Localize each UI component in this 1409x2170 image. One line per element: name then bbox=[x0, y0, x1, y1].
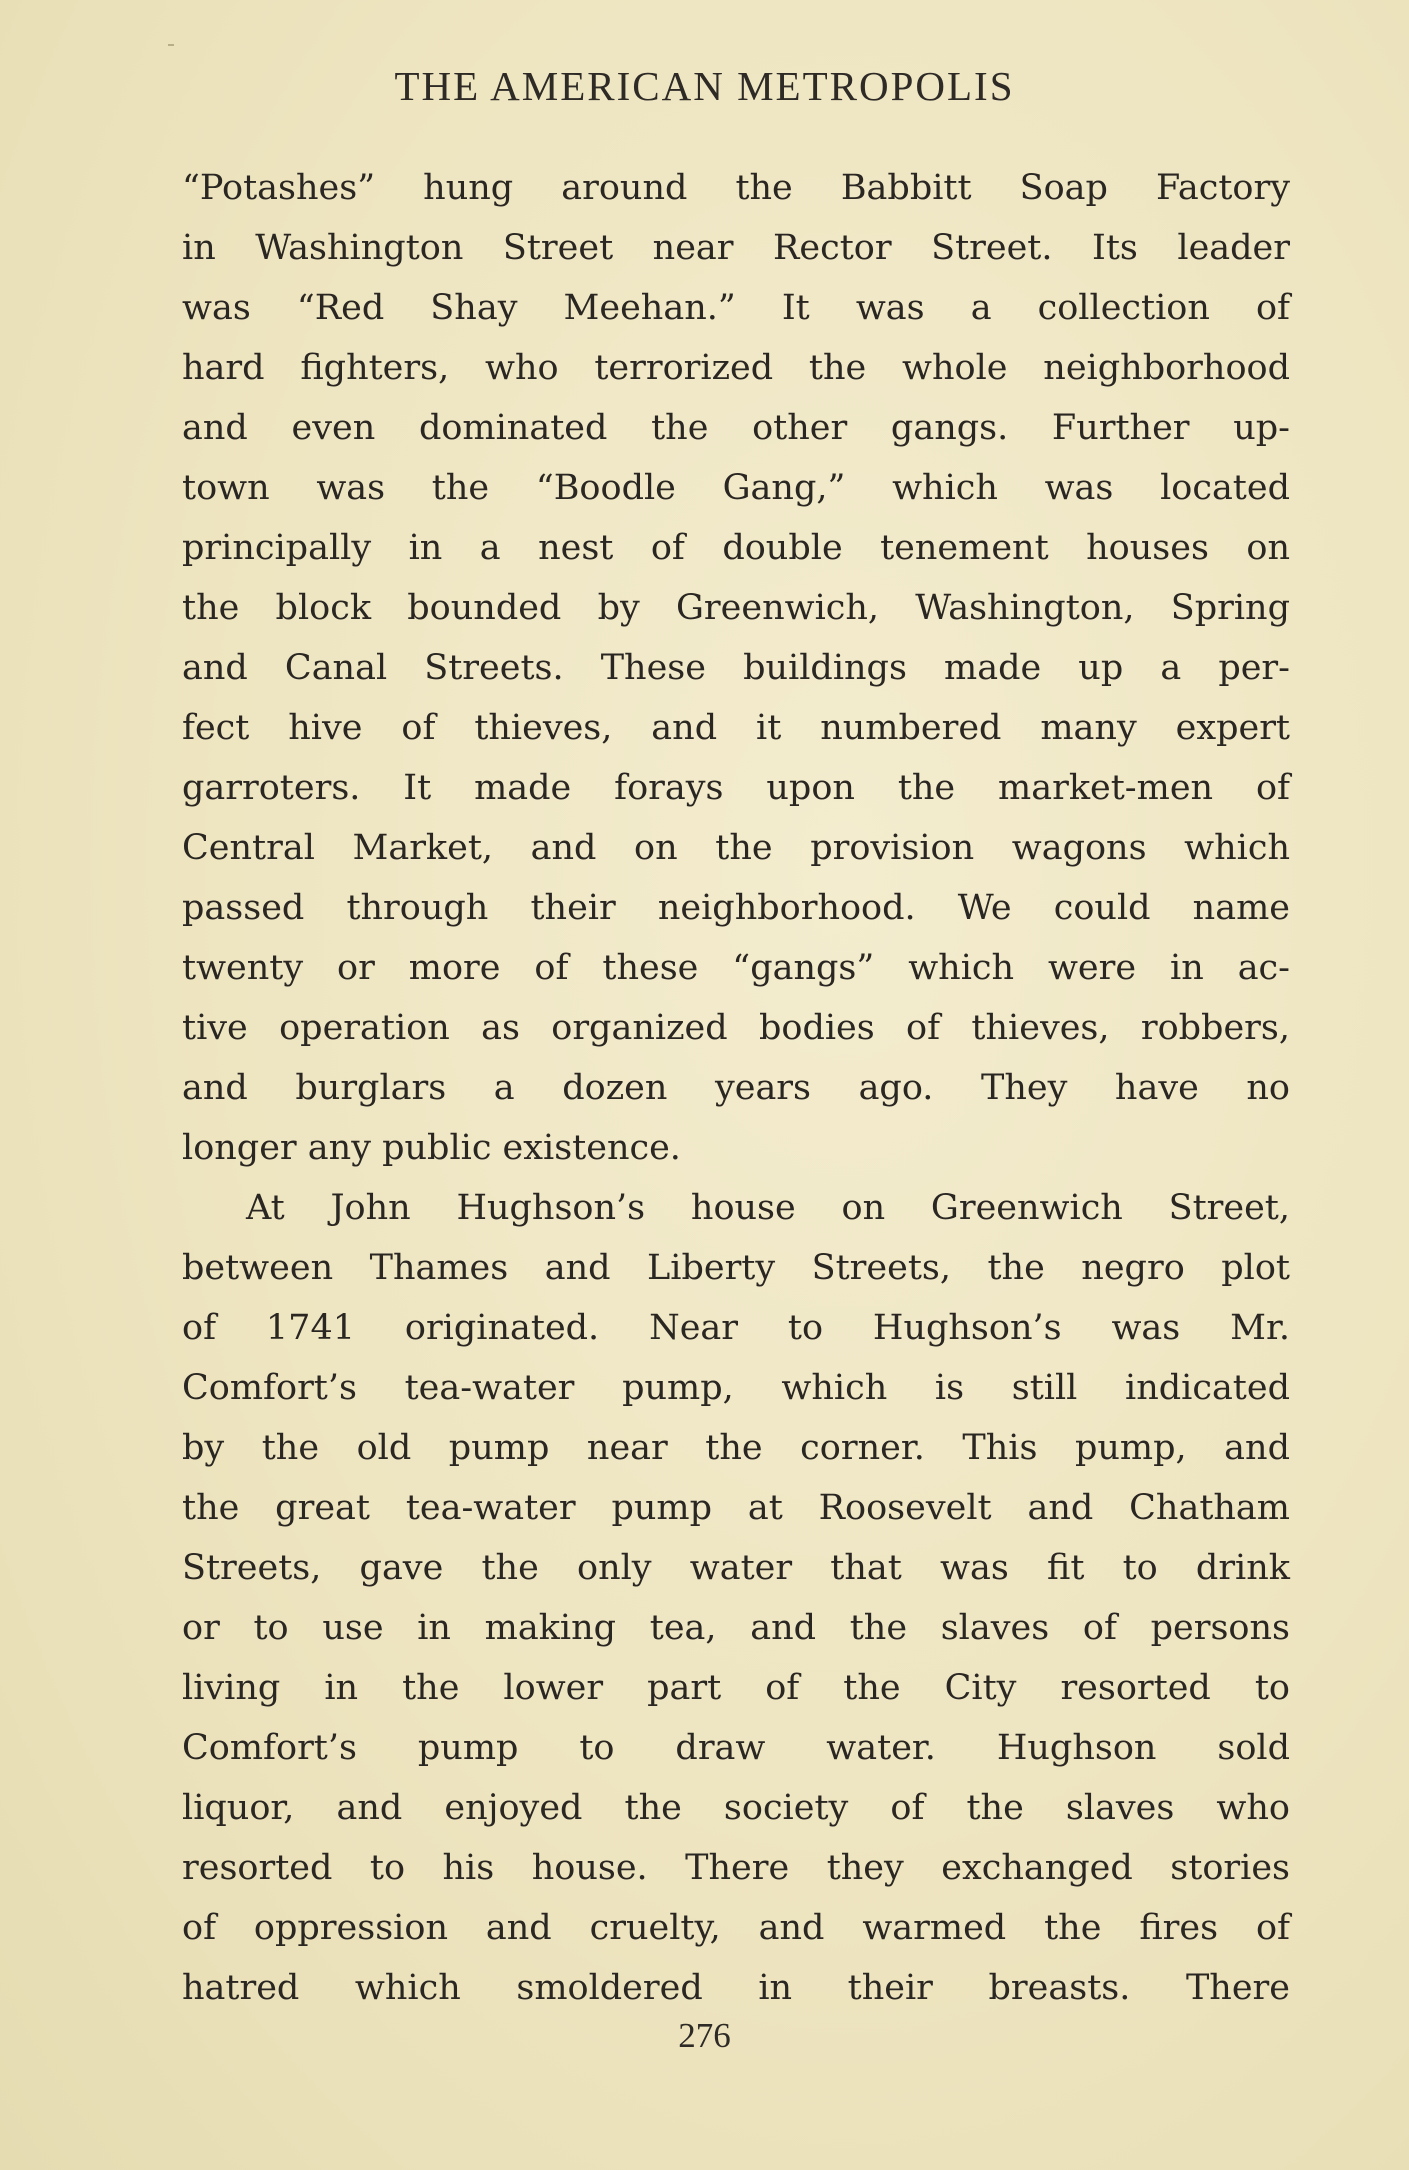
body-text bbox=[182, 158, 1290, 2018]
text-line: and Canal Streets. These buildings made up a per- bbox=[182, 648, 1290, 688]
text-line: garroters. It made forays upon the market-men of bbox=[182, 768, 1290, 808]
text-line: by the old pump near the corner. This pump, and bbox=[182, 1428, 1290, 1468]
text-line: principally in a nest of double tenement houses on bbox=[182, 528, 1290, 568]
text-line: between Thames and Liberty Streets, the negro plot bbox=[182, 1248, 1290, 1288]
text-line: living in the lower part of the City resorted to bbox=[182, 1668, 1290, 1708]
text-line: Streets, gave the only water that was fit to drink bbox=[182, 1548, 1290, 1588]
text-line: and even dominated the other gangs. Further up- bbox=[182, 408, 1290, 448]
running-head: THE AMERICAN METROPOLIS bbox=[394, 63, 1015, 109]
text-line: Comfort’s tea-water pump, which is still indicated bbox=[182, 1368, 1290, 1408]
text-line: Central Market, and on the provision wagons which bbox=[182, 828, 1290, 868]
text-line: “Potashes” hung around the Babbitt Soap Factory bbox=[182, 168, 1290, 208]
text-line: was “Red Shay Meehan.” It was a collection of bbox=[182, 288, 1290, 328]
text-line: passed through their neighborhood. We could name bbox=[182, 888, 1290, 928]
text-line: the block bounded by Greenwich, Washington, Spring bbox=[182, 588, 1290, 628]
text-line: twenty or more of these “gangs” which were in ac- bbox=[182, 948, 1290, 988]
page-number: 276 bbox=[678, 2016, 731, 2055]
paragraph-end-line: longer any public existence. bbox=[182, 1128, 681, 1168]
text-line: tive operation as organized bodies of thieves, robbers, bbox=[182, 1008, 1290, 1048]
text-line: resorted to his house. There they exchanged stories bbox=[182, 1848, 1290, 1888]
text-line: of oppression and cruelty, and warmed the fires of bbox=[182, 1908, 1290, 1948]
text-line: the great tea-water pump at Roosevelt and Chatham bbox=[182, 1488, 1290, 1528]
text-line: of 1741 originated. Near to Hughson’s was Mr. bbox=[182, 1308, 1290, 1348]
text-line: hard fighters, who terrorized the whole neighborhood bbox=[182, 348, 1290, 388]
paragraph-start-line: At John Hughson’s house on Greenwich Street, bbox=[246, 1188, 1290, 1228]
text-line: town was the “Boodle Gang,” which was located bbox=[182, 468, 1290, 508]
text-line: fect hive of thieves, and it numbered many expert bbox=[182, 708, 1290, 748]
ink-speck bbox=[168, 44, 174, 46]
text-line: liquor, and enjoyed the society of the slaves who bbox=[182, 1788, 1290, 1828]
text-line: or to use in making tea, and the slaves of persons bbox=[182, 1608, 1290, 1648]
text-line: in Washington Street near Rector Street. Its leader bbox=[182, 228, 1290, 268]
text-line: Comfort’s pump to draw water. Hughson sold bbox=[182, 1728, 1290, 1768]
text-line: and burglars a dozen years ago. They have no bbox=[182, 1068, 1290, 1108]
text-line: hatred which smoldered in their breasts. There bbox=[182, 1968, 1290, 2008]
